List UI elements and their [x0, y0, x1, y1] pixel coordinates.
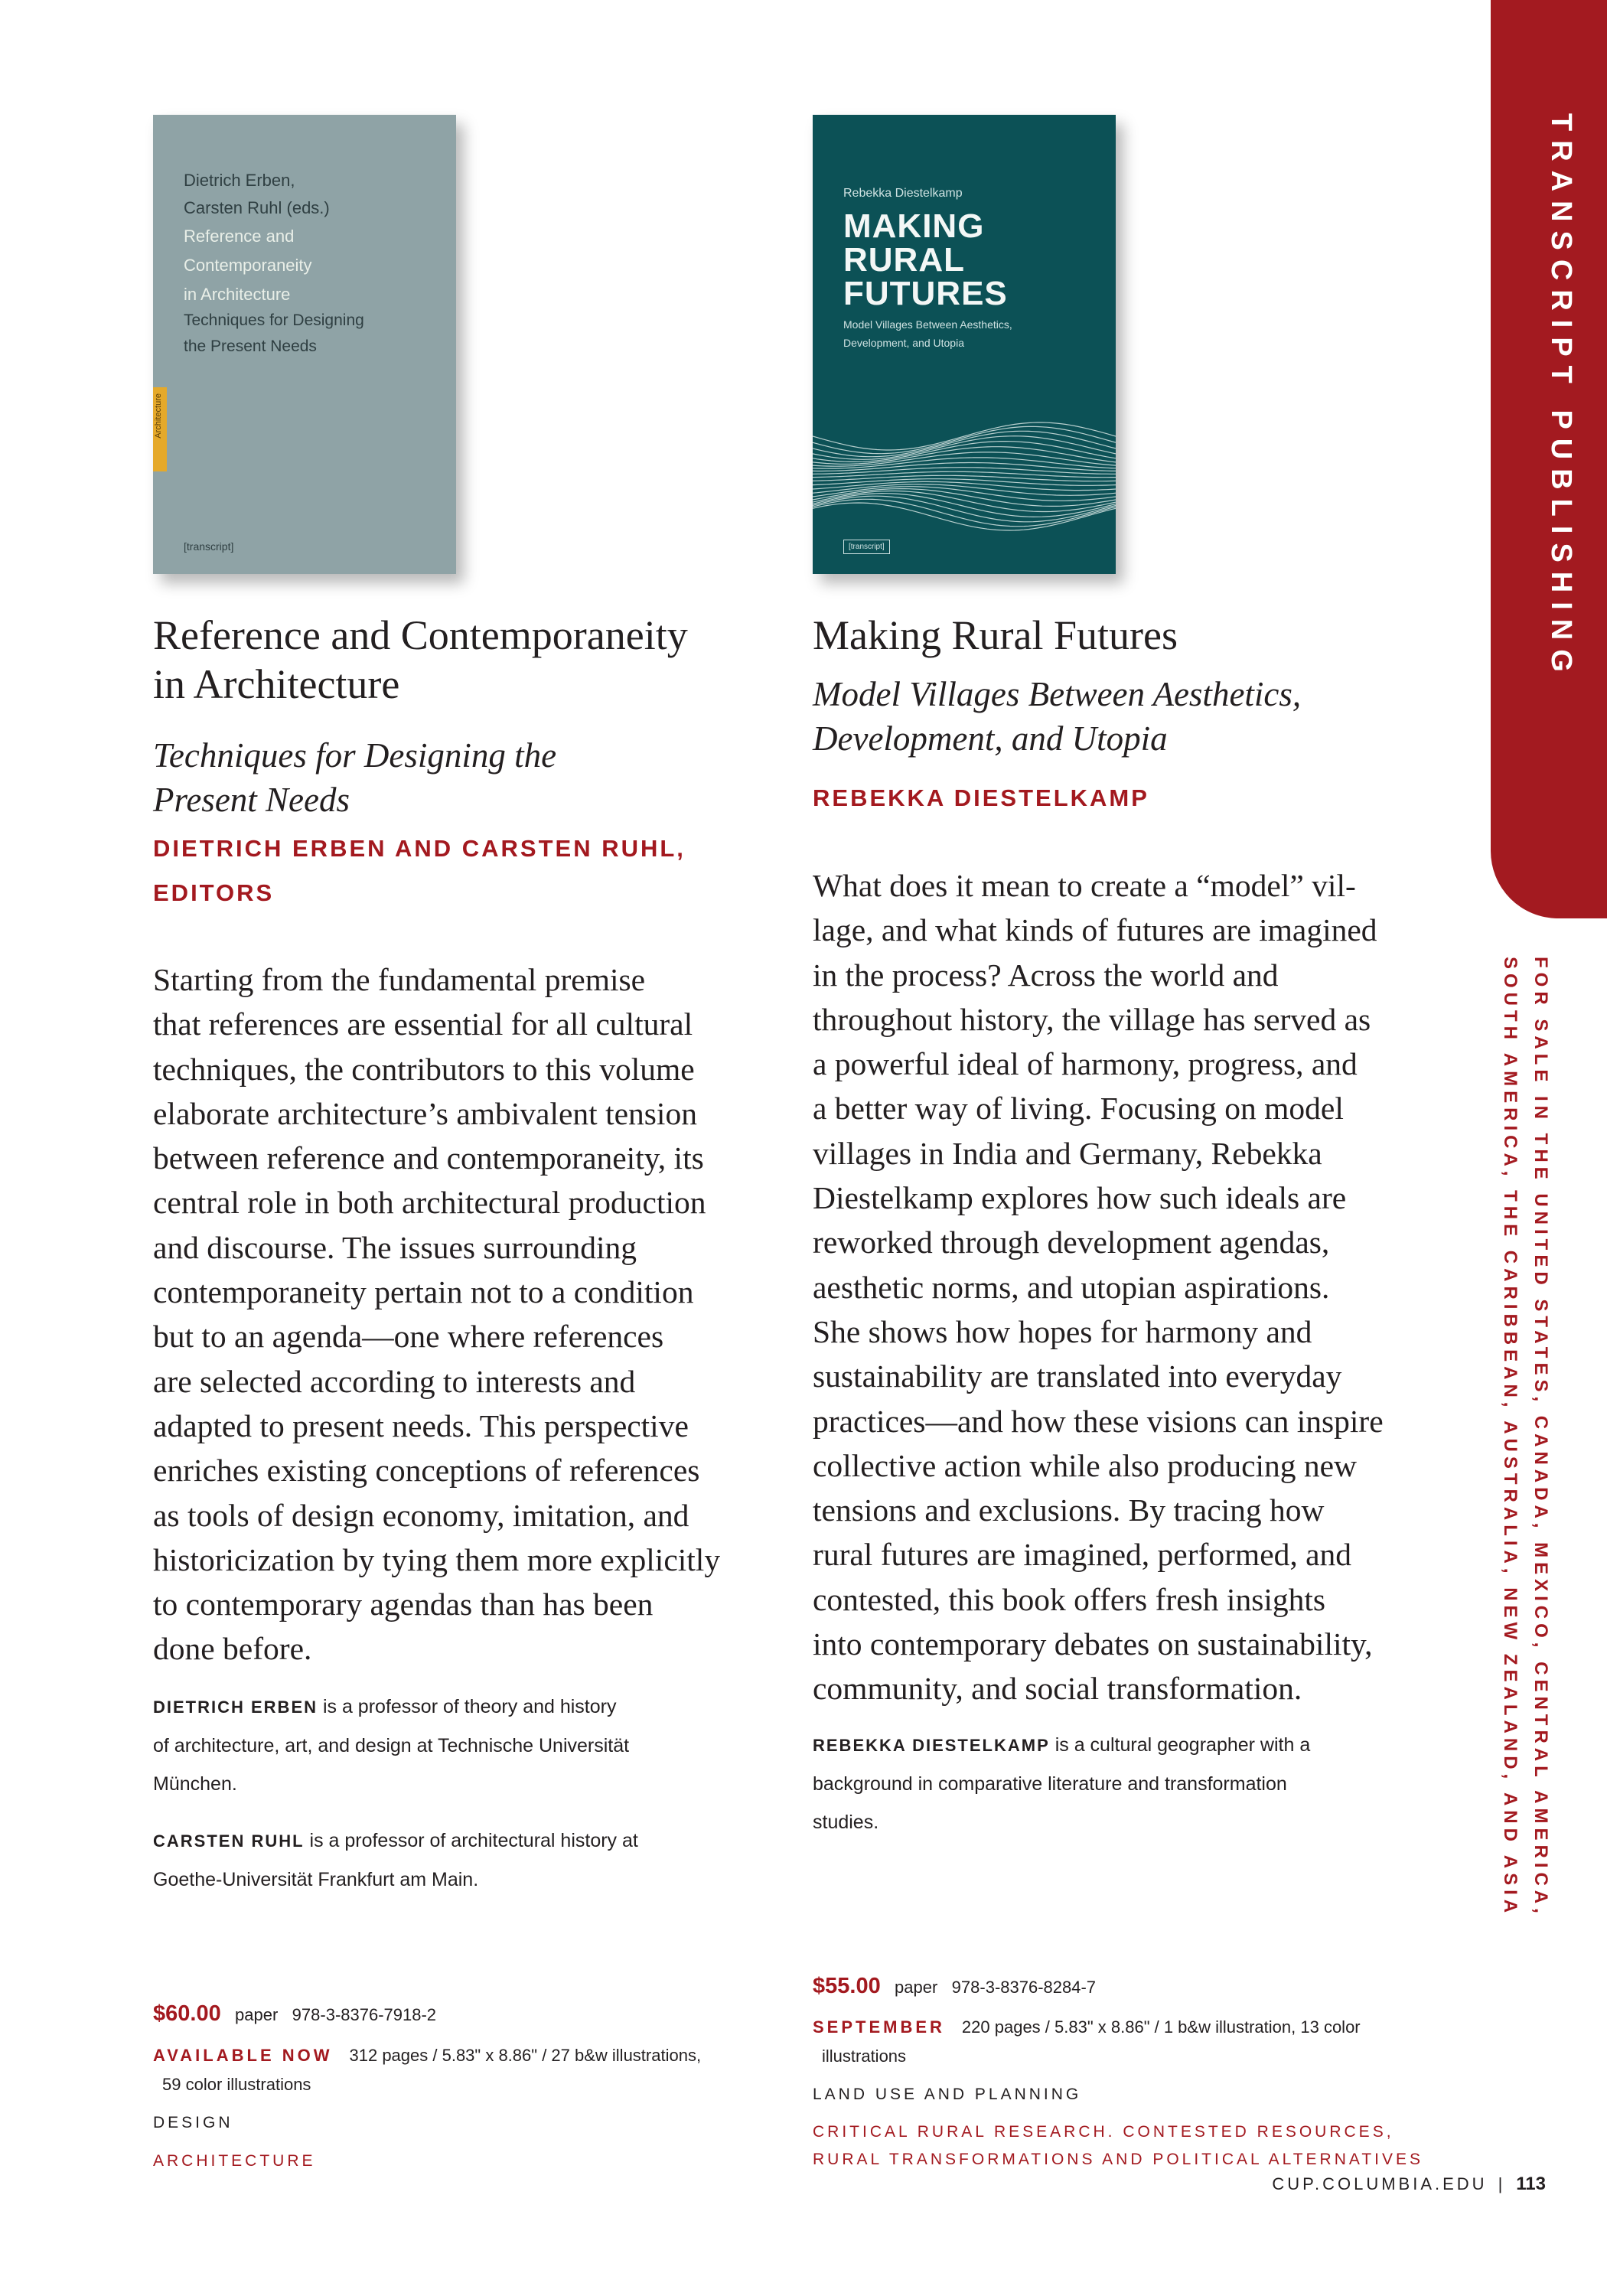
cover-subtitle: Techniques for Designing the Present Needs [184, 311, 364, 355]
description-line: Starting from the fundamental premise [153, 962, 646, 997]
description-line: done before. [153, 1631, 312, 1667]
bio-text: studies. [813, 1812, 879, 1833]
cover-wave-line [813, 496, 1116, 522]
bio-text: is a professor of architectural history at [304, 1830, 638, 1851]
sales-territory-line-1: FOR SALE IN THE UNITED STATES, CANADA, MEXICO, CENTRAL AMERICA, [1530, 957, 1551, 1918]
cover-title: MAKING RURAL FUTURES [843, 207, 1008, 312]
isbn: 978-3-8376-7918-2 [292, 2005, 437, 2024]
cover-wave-line [813, 479, 1116, 486]
description-line: elaborate architecture’s ambivalent tension [153, 1095, 697, 1131]
description-line: tensions and exclusions. By tracing how [813, 1492, 1325, 1528]
cover-wave-line [813, 489, 1116, 507]
bio-author-name: CARSTEN RUHL [153, 1831, 305, 1851]
bio-text: München. [153, 1773, 237, 1795]
book-listing-reference-contemporaneity [153, 0, 811, 2296]
book-author-line-2: EDITORS [153, 879, 275, 906]
cover-series-label: Architecture [154, 393, 163, 439]
description-line: lage, and what kinds of futures are imagined [813, 912, 1377, 948]
book-title-line-1: Reference and Contemporaneity [153, 612, 688, 658]
page-count: 312 pages / 5.83" x 8.86" / 27 b&w illustrations, [349, 2046, 702, 2065]
book-cover[interactable] [813, 115, 1116, 574]
book-description [813, 863, 1471, 1711]
series-name [813, 2118, 1471, 2174]
publisher-side-tab [1491, 0, 1607, 918]
page-count-continued: 59 color illustrations [162, 2075, 311, 2094]
cover-subtitle: Model Villages Between Aesthetics, Development, and Utopia [843, 318, 1012, 349]
subject-category: LAND USE AND PLANNING [813, 2086, 1082, 2103]
author-bio [153, 1821, 811, 1899]
price-line [153, 2001, 811, 2028]
subject-category: DESIGN [153, 2114, 233, 2131]
description-line: as tools of design economy, imitation, and [153, 1497, 689, 1533]
bio-text: Goethe-Universität Frankfurt am Main. [153, 1869, 479, 1890]
page-footer [1148, 2174, 1546, 2195]
availability-details [153, 2041, 811, 2099]
page-count-continued: illustrations [822, 2047, 907, 2066]
cover-publisher-logo: [transcript] [184, 540, 234, 553]
description-line: but to an agenda—one where references [153, 1319, 664, 1355]
author-bio [153, 1688, 811, 1803]
description-line: to contemporary agendas than has been [153, 1587, 654, 1623]
sales-territory-notice [1491, 957, 1567, 1952]
binding-format: paper [895, 1978, 938, 1997]
description-line: adapted to present needs. This perspective [153, 1407, 689, 1443]
book-cover[interactable] [153, 115, 456, 574]
description-line: into contemporary debates on sustainability, [813, 1626, 1373, 1662]
description-line: sustainability are translated into everyday [813, 1358, 1342, 1394]
description-line: community, and social transformation. [813, 1671, 1302, 1707]
cover-publisher-logo: [transcript] [843, 540, 890, 554]
description-line: rural futures are imagined, performed, and [813, 1537, 1352, 1573]
book-author [153, 827, 811, 915]
description-line: a better way of living. Focusing on model [813, 1091, 1344, 1127]
book-subtitle [813, 672, 1471, 761]
series-name-line-2: RURAL TRANSFORMATIONS AND POLITICAL ALTERNATIVES [813, 2151, 1424, 2168]
description-line: central role in both architectural production [153, 1185, 706, 1221]
page-number: 113 [1516, 2174, 1546, 2194]
footer-separator: | [1498, 2174, 1506, 2193]
footer-url[interactable]: CUP.COLUMBIA.EDU [1272, 2174, 1488, 2193]
series-name-line-1: CRITICAL RURAL RESEARCH. CONTESTED RESOURCES, [813, 2123, 1394, 2141]
book-subtitle-line-1: Model Villages Between Aesthetics, [813, 675, 1302, 713]
availability-details [813, 2013, 1471, 2071]
cover-series-strip [153, 387, 167, 471]
sales-territory-line-2: SOUTH AMERICA, THE CARIBBEAN, AUSTRALIA, NEW ZEALAND, AND ASIA [1500, 957, 1521, 1918]
book-author-line-1: DIETRICH ERBEN AND CARSTEN RUHL, [153, 835, 686, 862]
book-listing-making-rural-futures [813, 0, 1471, 2296]
book-author-line-1: REBEKKA DIESTELKAMP [813, 784, 1149, 811]
cover-author: Rebekka Diestelkamp [843, 187, 963, 200]
bio-text: is a cultural geographer with a [1049, 1734, 1311, 1756]
description-line: techniques, the contributors to this volume [153, 1051, 695, 1087]
description-line: that references are essential for all cultural [153, 1006, 693, 1042]
book-author [813, 776, 1471, 820]
binding-format: paper [235, 2005, 279, 2024]
description-line: Diestelkamp explores how such ideals are [813, 1180, 1347, 1216]
description-line: a powerful ideal of harmony, progress, and [813, 1046, 1358, 1082]
cover-author: Dietrich Erben, Carsten Ruhl (eds.) [184, 171, 330, 217]
book-description [153, 957, 811, 1671]
availability-status: AVAILABLE NOW [153, 2046, 333, 2065]
description-line: enriches existing conceptions of references [153, 1453, 700, 1489]
description-line: are selected according to interests and [153, 1363, 636, 1399]
description-line: in the process? Across the world and [813, 957, 1279, 993]
description-line: What does it mean to create a “model” vil- [813, 868, 1356, 903]
cover-wave-line [813, 481, 1116, 490]
author-bio [813, 1726, 1471, 1841]
description-line: villages in India and Germany, Rebekka [813, 1135, 1322, 1171]
description-line: reworked through development agendas, [813, 1225, 1330, 1261]
bio-author-name: DIETRICH ERBEN [153, 1698, 318, 1717]
cover-wave-line [813, 468, 1116, 475]
book-title [153, 611, 811, 709]
series-name: ARCHITECTURE [153, 2152, 316, 2170]
description-line: contested, this book offers fresh insights [813, 1581, 1326, 1617]
book-title-line-2: in Architecture [153, 661, 400, 707]
book-title-line-1: Making Rural Futures [813, 612, 1178, 658]
description-line: and discourse. The issues surrounding [153, 1229, 637, 1265]
bio-text: of architecture, art, and design at Technische Universität [153, 1735, 630, 1756]
book-title [813, 611, 1471, 660]
bio-text: is a professor of theory and history [318, 1696, 617, 1717]
book-subtitle-line-1: Techniques for Designing the [153, 736, 557, 775]
description-line: throughout history, the village has served as [813, 1001, 1371, 1037]
book-subtitle [153, 733, 811, 822]
availability-status: SEPTEMBER [813, 2017, 945, 2037]
description-line: practices—and how these visions can inspire [813, 1403, 1384, 1439]
cover-wave-pattern [813, 406, 1116, 543]
cover-wave-line [813, 491, 1116, 512]
description-line: contemporaneity pertain not to a condition [153, 1274, 694, 1310]
price: $60.00 [153, 2001, 221, 2026]
bio-text: background in comparative literature and transformation [813, 1773, 1287, 1795]
cover-wave-line [813, 422, 1116, 450]
book-subtitle-line-2: Present Needs [153, 781, 350, 819]
price: $55.00 [813, 1974, 881, 1998]
description-line: collective action while also producing new [813, 1447, 1358, 1483]
book-subtitle-line-2: Development, and Utopia [813, 719, 1168, 758]
page-count: 220 pages / 5.83" x 8.86" / 1 b&w illustration, 13 color [961, 2017, 1361, 2037]
description-line: historicization by tying them more explicitly [153, 1541, 721, 1577]
bio-author-name: REBEKKA DIESTELKAMP [813, 1736, 1050, 1755]
cover-wave-line [813, 442, 1116, 462]
description-line: between reference and contemporaneity, its [153, 1140, 704, 1176]
isbn: 978-3-8376-8284-7 [951, 1978, 1097, 1997]
price-line [813, 1973, 1471, 2001]
publisher-name: TRANSCRIPT PUBLISHING [1545, 113, 1577, 681]
description-line: She shows how hopes for harmony and [813, 1313, 1312, 1349]
cover-title: Reference and Contemporaneity in Architecture [184, 227, 312, 304]
description-line: aesthetic norms, and utopian aspirations. [813, 1269, 1330, 1305]
